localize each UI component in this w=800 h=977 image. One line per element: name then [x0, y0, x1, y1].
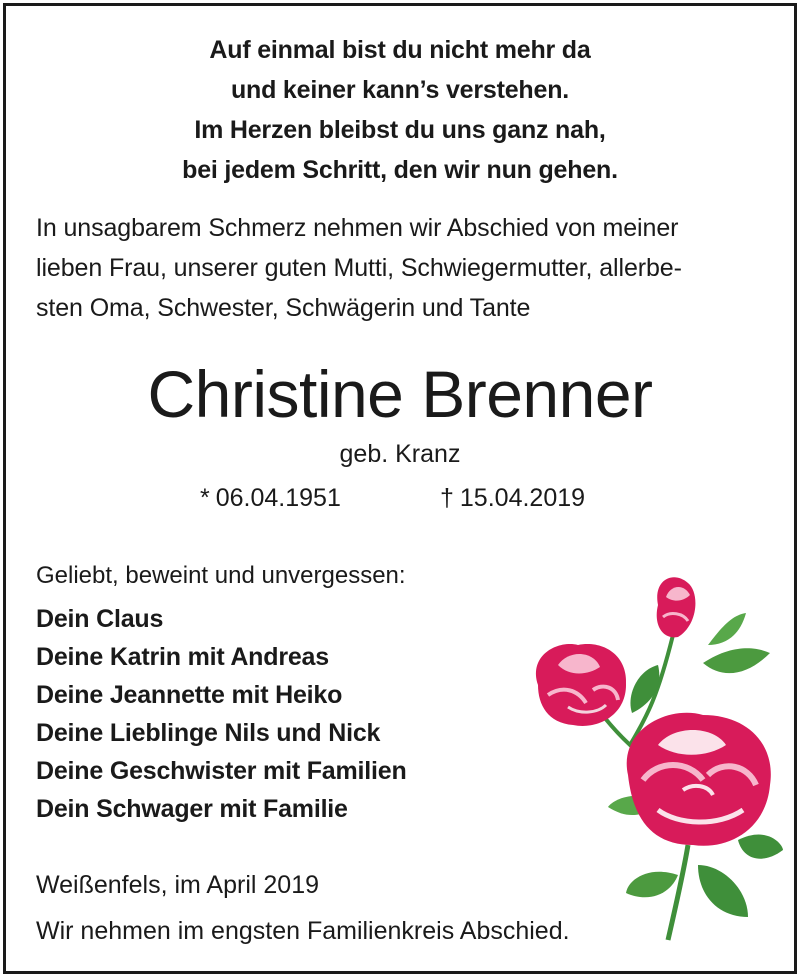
rose-bud-icon [657, 577, 696, 637]
mourner-item: Deine Geschwister mit Familien [36, 757, 407, 785]
leaf-icon [708, 613, 746, 645]
poem-line: Auf einmal bist du nicht mehr da [209, 36, 591, 64]
poem [0, 30, 800, 190]
death-symbol: † [440, 484, 454, 512]
mourner-item: Dein Schwager mit Familie [36, 795, 348, 823]
rose-icon [627, 713, 771, 846]
mourner-item: Deine Katrin mit Andreas [36, 643, 329, 671]
leaf-icon [703, 648, 770, 673]
mourner-item: Dein Claus [36, 605, 164, 633]
funeral-notice: Wir nehmen im engsten Familienkreis Abschied. [36, 917, 570, 945]
death-date: 15.04.2019 [459, 484, 586, 512]
death-date-line [440, 480, 585, 516]
poem-line: bei jedem Schritt, den wir nun gehen. [182, 156, 618, 184]
poem-line: und keiner kann’s verstehen. [230, 76, 570, 104]
rose-icon [536, 644, 626, 726]
intro-line: lieben Frau, unserer guten Mutti, Schwiegermutter, allerbe- [36, 254, 682, 282]
mourners-list [36, 600, 407, 828]
birth-date-line [200, 480, 341, 516]
deceased-name: Christine Brenner [147, 357, 653, 431]
intro-text [36, 208, 776, 328]
mourners-heading: Geliebt, beweint und unvergessen: [36, 562, 406, 589]
maiden-name: geb. Kranz [339, 440, 461, 468]
birth-symbol: * [200, 484, 210, 512]
intro-line: In unsagbarem Schmerz nehmen wir Abschied von meiner [36, 214, 679, 242]
leaf-icon [626, 872, 678, 898]
mourner-item: Deine Jeannette mit Heiko [36, 681, 343, 709]
leaf-icon [738, 835, 783, 859]
mourner-item: Deine Lieblinge Nils und Nick [36, 719, 381, 747]
leaf-icon [630, 665, 659, 713]
place-date: Weißenfels, im April 2019 [36, 871, 319, 899]
birth-date: 06.04.1951 [215, 484, 341, 512]
rose-stem [668, 845, 688, 940]
intro-line: sten Oma, Schwester, Schwägerin und Tante [36, 294, 531, 322]
roses-illustration [508, 545, 786, 945]
poem-line: Im Herzen bleibst du uns ganz nah, [194, 116, 606, 144]
leaf-icon [698, 865, 748, 917]
